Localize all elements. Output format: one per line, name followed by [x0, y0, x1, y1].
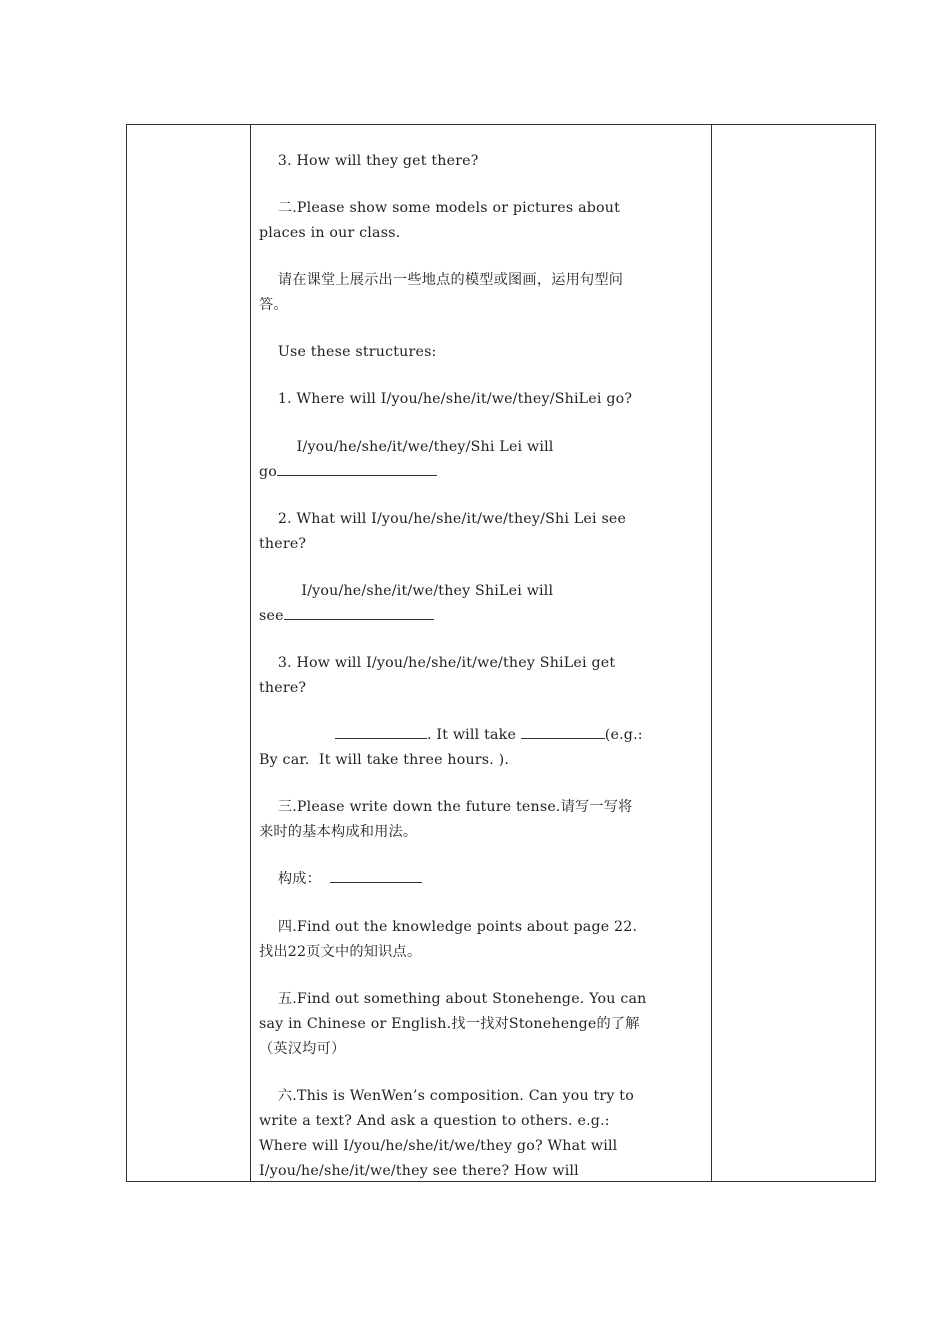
text-line: 答。	[259, 297, 288, 313]
text-line: there?	[259, 536, 307, 552]
text-line: Use these structures:	[259, 344, 437, 360]
text-line: 请在课堂上展示出一些地点的模型或图画，运用句型问	[259, 272, 624, 288]
text-line: 二.Please show some models or pictures about	[259, 200, 620, 216]
text-line: 三.Please write down the future tense.请写一写将	[259, 799, 633, 815]
text-line	[259, 723, 699, 748]
text-line: I/you/he/she/it/we/they see there? How will	[259, 1163, 579, 1179]
answer-blank[interactable]	[521, 724, 605, 739]
text-line: say in Chinese or English.找一找对Stonehenge的了解	[259, 1016, 640, 1032]
text-line	[259, 867, 699, 892]
text-line: places in our class.	[259, 225, 401, 241]
text-fragment: (e.g.:	[604, 727, 643, 743]
text-line	[259, 460, 699, 485]
text-fragment: . It will take	[427, 727, 521, 743]
text-line: 1. Where will I/you/he/she/it/we/they/ShiLei go?	[259, 391, 633, 407]
text-line: 3. How will I/you/he/she/it/we/they ShiLei get	[259, 655, 616, 671]
text-line: 六.This is WenWen’s composition. Can you try to	[259, 1088, 634, 1104]
text-line: 2. What will I/you/he/she/it/we/they/Shi Lei see	[259, 511, 627, 527]
column-divider-left	[250, 125, 251, 1181]
answer-prefix: go	[259, 464, 278, 480]
text-fragment: 构成：	[259, 871, 331, 887]
text-line: there?	[259, 680, 307, 696]
text-line: 3. How will they get there?	[259, 153, 479, 169]
text-line: write a text? And ask a question to others. e.g.:	[259, 1113, 610, 1129]
answer-blank[interactable]	[330, 868, 422, 883]
text-line: （英汉均可）	[259, 1041, 346, 1057]
text-line: I/you/he/she/it/we/they ShiLei will	[259, 583, 554, 599]
text-line	[259, 604, 699, 629]
lesson-table	[126, 124, 876, 1182]
text-line: 五.Find out something about Stonehenge. You can	[259, 991, 647, 1007]
text-line: I/you/he/she/it/we/they/Shi Lei will	[259, 439, 554, 455]
text-line: 找出22页文中的知识点。	[259, 944, 422, 960]
text-line: 四.Find out the knowledge points about page 22.	[259, 919, 638, 935]
answer-blank[interactable]	[277, 461, 437, 476]
column-divider-right	[711, 125, 712, 1181]
text-line: 来时的基本构成和用法。	[259, 824, 418, 840]
answer-blank[interactable]	[284, 605, 434, 620]
answer-prefix: see	[259, 608, 284, 624]
answer-blank[interactable]	[335, 724, 427, 739]
text-line: Where will I/you/he/she/it/we/they go? What will	[259, 1138, 618, 1154]
text-line: By car. It will take three hours. ).	[259, 752, 510, 768]
